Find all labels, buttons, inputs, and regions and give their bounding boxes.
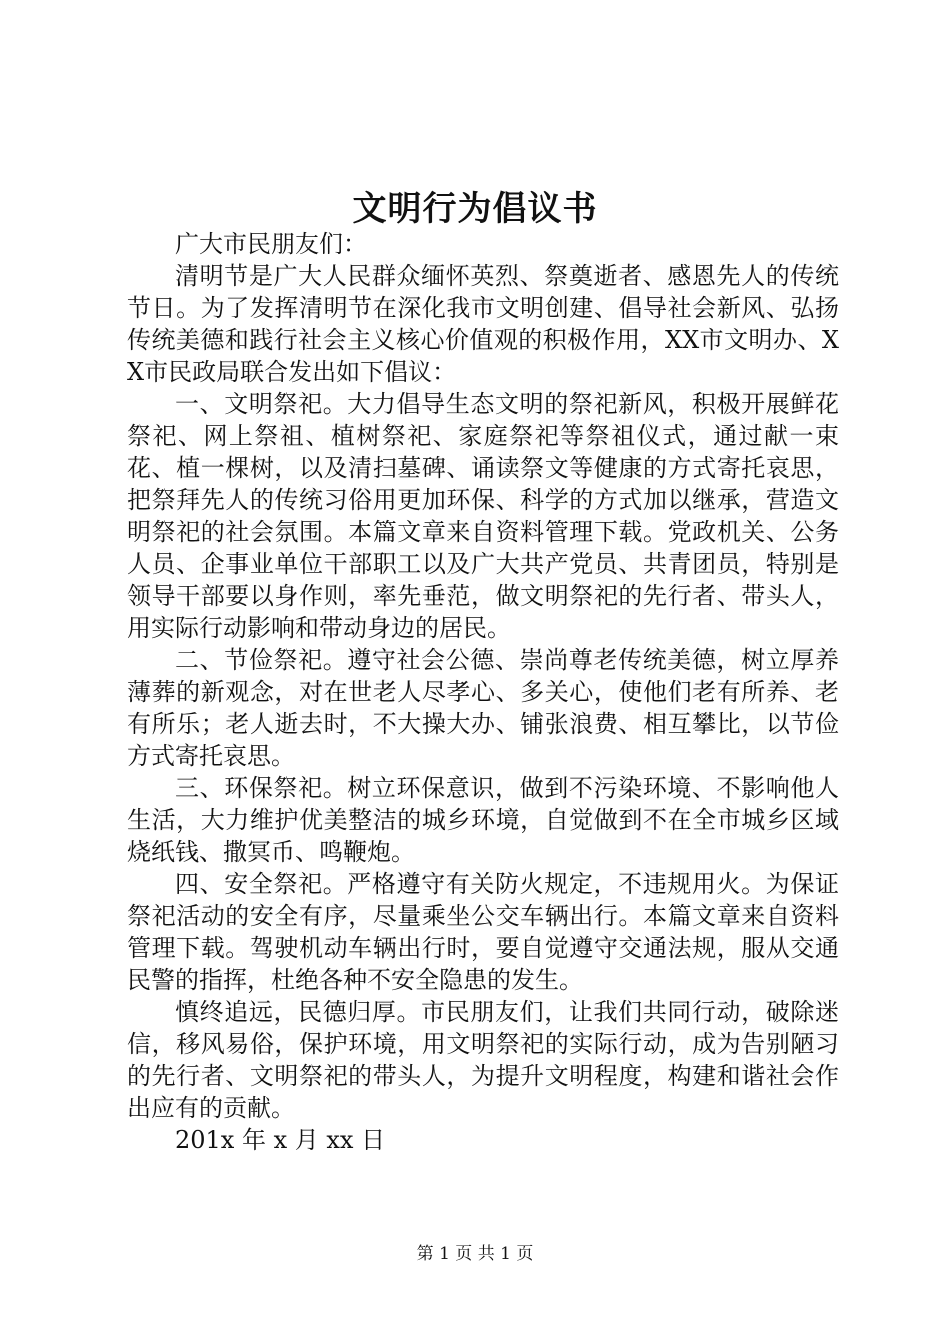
paragraph-eco-worship: 三、环保祭祀。树立环保意识，做到不污染环境、不影响他人生活，大力维护优美整洁的城乡环境，自觉做到不在全市城乡区域烧纸钱、撒冥币、鸣鞭炮。 [127,774,839,866]
page-number: 第 1 页 共 1 页 [416,1244,534,1264]
document-title: 文明行为倡议书 [352,189,598,229]
paragraph-civilized-worship: 一、文明祭祀。大力倡导生态文明的祭祀新风，积极开展鲜花祭祀、网上祭祖、植树祭祀、家庭祭祀等祭祖仪式，通过献一束花、植一棵树，以及清扫墓碑、诵读祭文等健康的方式寄托哀思，把祭拜先人的传统习俗用更加环保、科学的方式加以继承，营造文明祭祀的社会氛围。本篇文章来自资料管理下载。党政机关、公务人员、企事业单位干部职工以及广大共产党员、共青团员，特别是领导干部要以身作则，率先垂范，做文明祭祀的先行者、带头人，用实际行动影响和带动身边的居民。 [127,390,839,642]
paragraph-intro: 清明节是广大人民群众缅怀英烈、祭奠逝者、感恩先人的传统节日。为了发挥清明节在深化我市文明创建、倡导社会新风、弘扬传统美德和践行社会主义核心价值观的积极作用，XX市文明办、XX市民政局联合发出如下倡议： [127,262,839,386]
document-date: 201x 年 x 月 xx 日 [175,1126,386,1154]
paragraph-frugal-worship: 二、节俭祭祀。遵守社会公德、崇尚尊老传统美德，树立厚养薄葬的新观念，对在世老人尽孝心、多关心，使他们老有所养、老有所乐；老人逝去时，不大操大办、铺张浪费、相互攀比，以节俭方式寄托哀思。 [127,646,839,770]
salutation: 广大市民朋友们： [175,230,367,258]
paragraph-closing: 慎终追远，民德归厚。市民朋友们，让我们共同行动，破除迷信，移风易俗，保护环境，用文明祭祀的实际行动，成为告别陋习的先行者、文明祭祀的带头人，为提升文明程度，构建和谐社会作出应有的贡献。 [127,998,839,1122]
document-body [127,228,839,1156]
paragraph-safe-worship: 四、安全祭祀。严格遵守有关防火规定，不违规用火。为保证祭祀活动的安全有序，尽量乘坐公交车辆出行。本篇文章来自资料管理下载。驾驶机动车辆出行时，要自觉遵守交通法规，服从交通民警的指挥，杜绝各种不安全隐患的发生。 [127,870,839,994]
